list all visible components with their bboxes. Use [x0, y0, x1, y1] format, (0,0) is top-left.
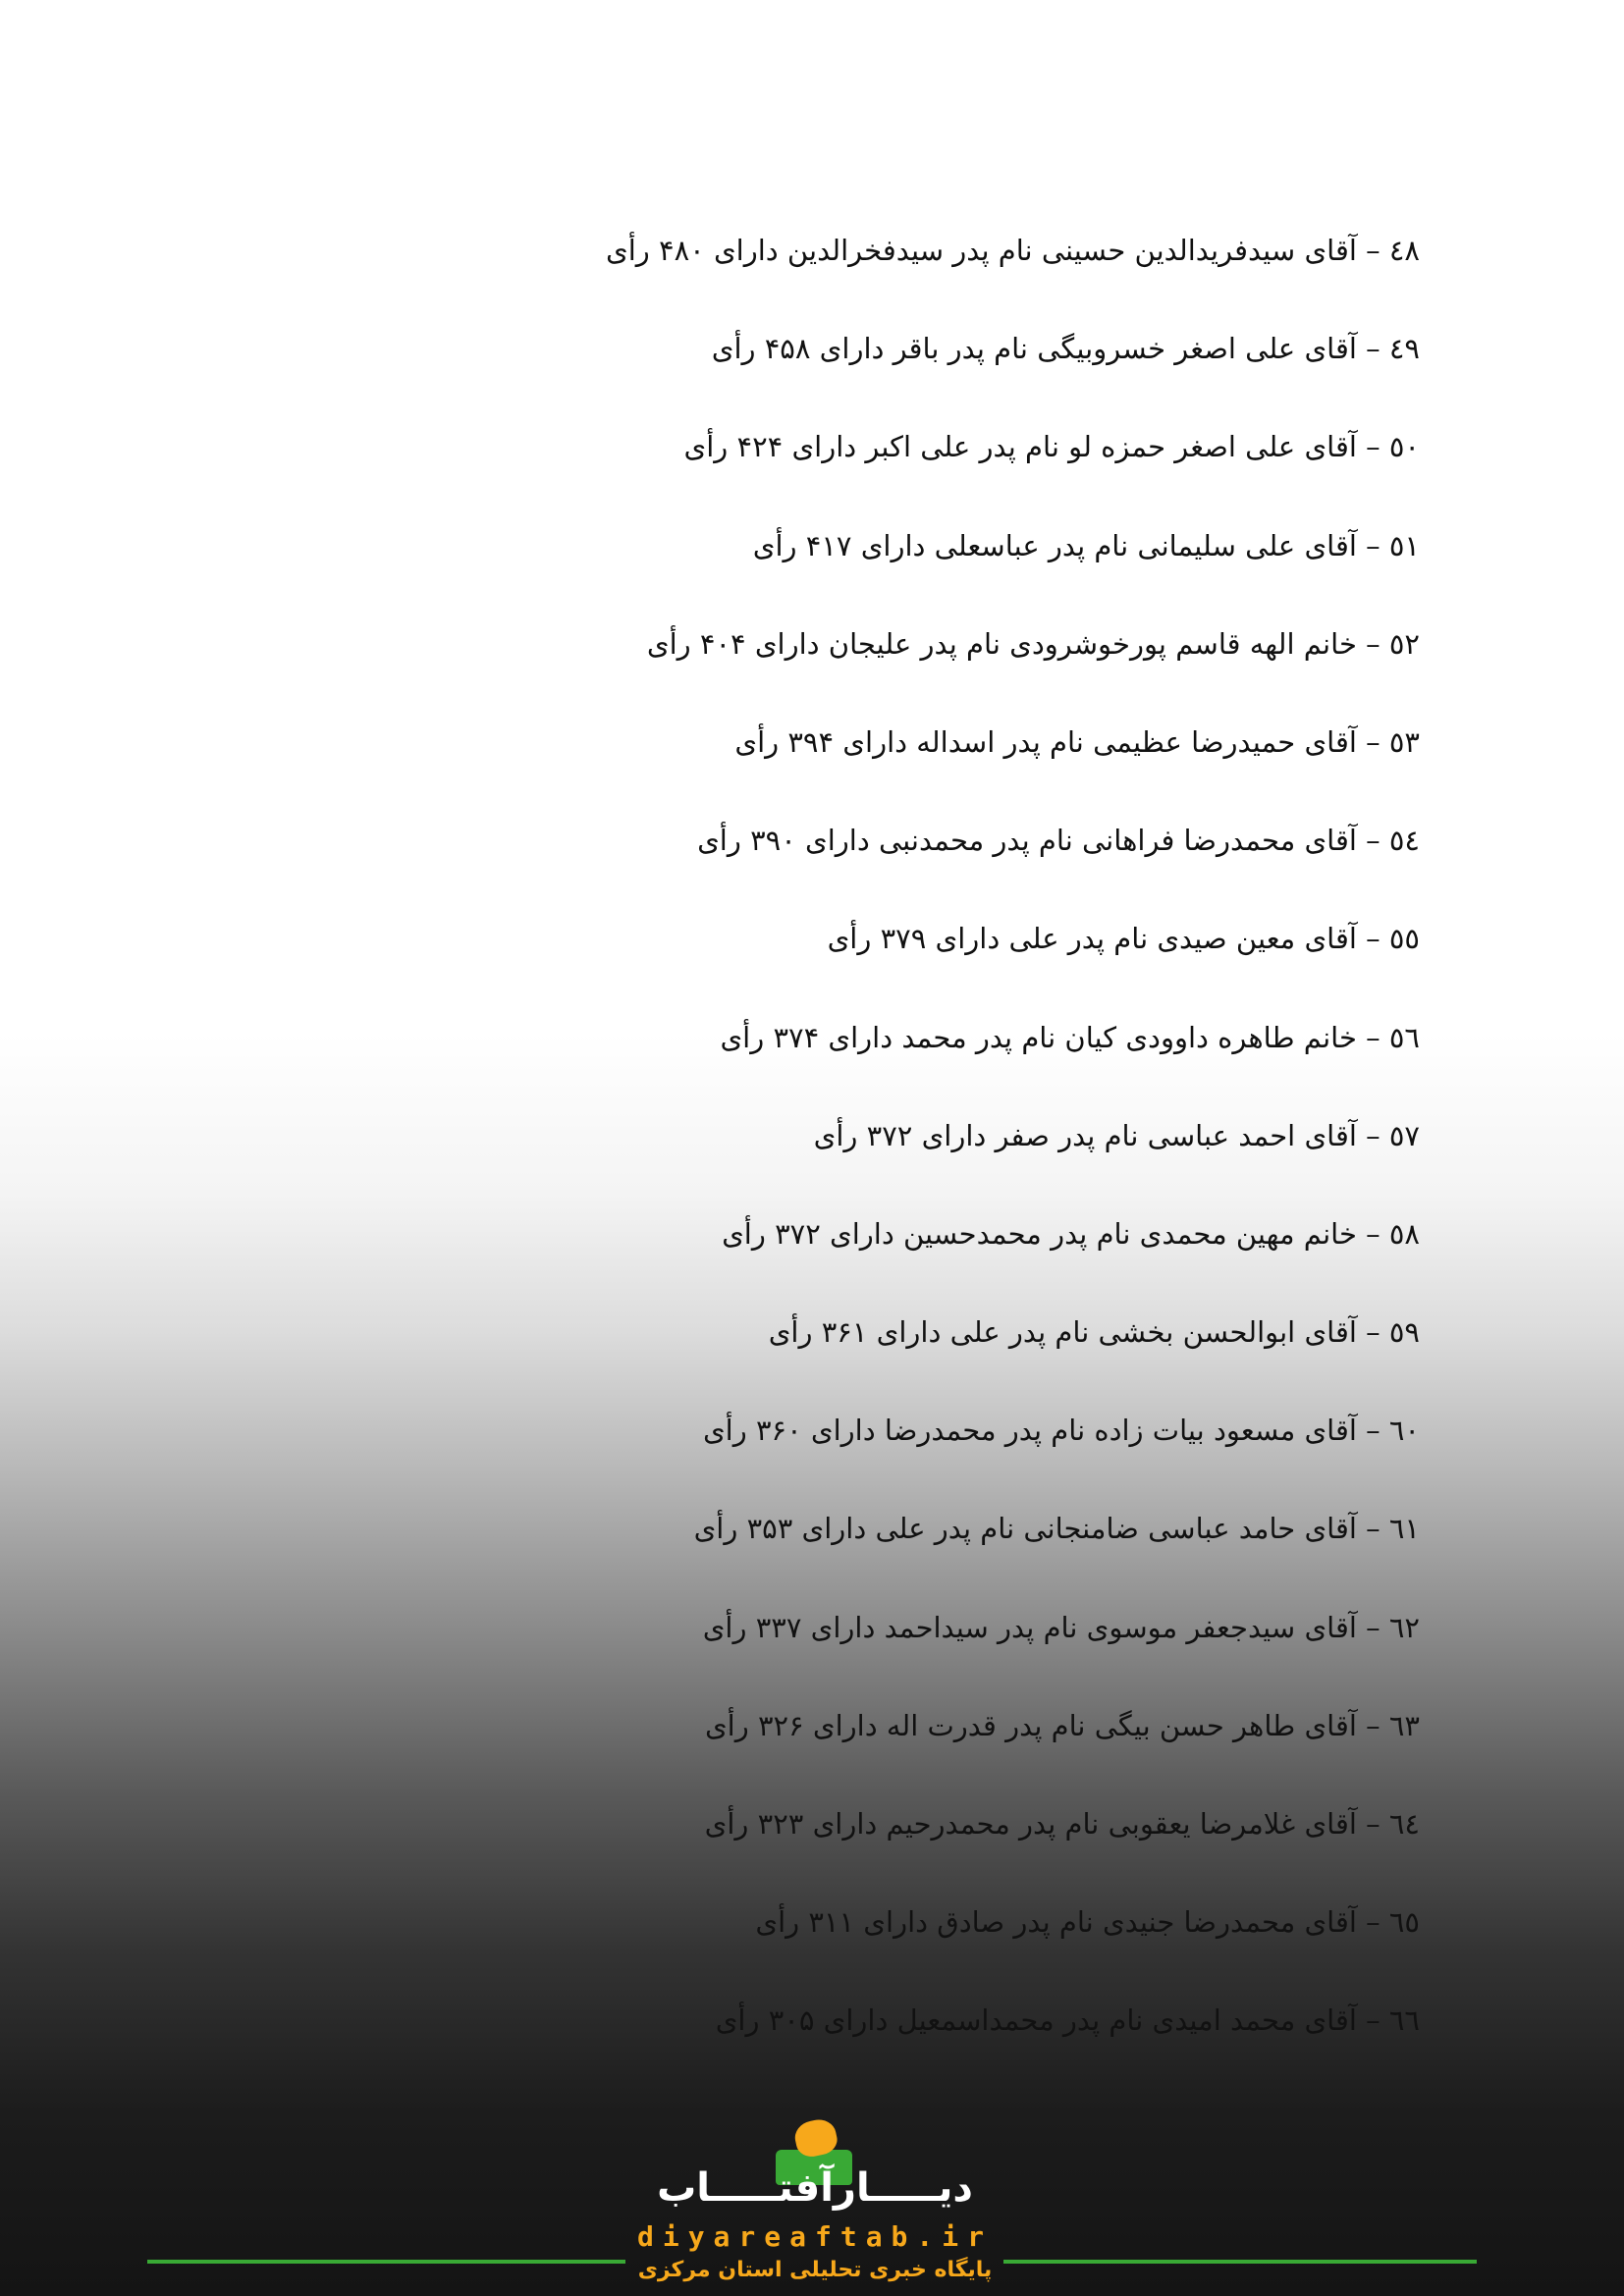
footer-divider-left	[147, 2260, 625, 2264]
result-item: ٦٤ – آقای غلامرضا یعقوبی نام پدر محمدرحیم دارای ۳۲۳ رأی	[704, 1807, 1420, 1841]
site-domain: diyareaftab.ir	[636, 2220, 993, 2253]
result-item: ٥٦ – خانم طاهره داوودی کیان نام پدر محمد دارای ۳۷۴ رأی	[720, 1020, 1420, 1054]
result-item: ٥٧ – آقای احمد عباسی نام پدر صفر دارای ۳۷۲ رأی	[813, 1118, 1420, 1152]
result-item: ٥٩ – آقای ابوالحسن بخشی نام پدر علی دارای ۳۶۱ رأی	[768, 1315, 1420, 1350]
result-item: ٥٤ – آقای محمدرضا فراهانی نام پدر محمدنبی دارای ۳۹۰ رأی	[697, 824, 1420, 858]
result-item: ٤٩ – آقای علی اصغر خسروبیگی نام پدر باقر دارای ۴۵۸ رأی	[711, 332, 1420, 366]
footer-divider-right	[1003, 2260, 1477, 2264]
result-item: ٦١ – آقای حامد عباسی ضامنجانی نام پدر علی دارای ۳۵۳ رأی	[693, 1512, 1420, 1546]
results-list	[340, 226, 1420, 2095]
result-item: ٥٣ – آقای حمیدرضا عظیمی نام پدر اسداله دارای ۳۹۴ رأی	[734, 724, 1420, 759]
result-item: ٦٣ – آقای طاهر حسن بیگی نام پدر قدرت اله دارای ۳۲۶ رأی	[704, 1708, 1420, 1742]
site-tagline: پایگاه خبری تحلیلی استان مرکزی	[637, 2258, 993, 2282]
logo-wordmark: دیـــــارآفتـــــاب	[657, 2165, 973, 2211]
result-item: ٥٠ – آقای علی اصغر حمزه لو نام پدر علی اکبر دارای ۴۲۴ رأی	[683, 430, 1420, 464]
site-logo[interactable]	[609, 2110, 1021, 2296]
result-item: ٦٢ – آقای سیدجعفر موسوی نام پدر سیداحمد دارای ۳۳۷ رأی	[702, 1610, 1420, 1644]
result-item: ٥٢ – خانم الهه قاسم پورخوشرودی نام پدر علیجان دارای ۴۰۴ رأی	[646, 626, 1420, 661]
result-item: ٦٦ – آقای محمد امیدی نام پدر محمداسمعیل دارای ۳۰۵ رأی	[715, 2003, 1420, 2038]
result-item: ٦٥ – آقای محمدرضا جنیدی نام پدر صادق دارای ۳۱۱ رأی	[755, 1905, 1420, 1940]
footer	[0, 2110, 1624, 2296]
result-item: ٥١ – آقای علی سلیمانی نام پدر عباسعلی دارای ۴۱۷ رأی	[752, 528, 1420, 562]
result-item: ٥٨ – خانم مهین محمدی نام پدر محمدحسین دارای ۳۷۲ رأی	[722, 1216, 1420, 1251]
result-item: ٦٠ – آقای مسعود بیات زاده نام پدر محمدرضا دارای ۳۶۰ رأی	[702, 1414, 1420, 1448]
result-item: ٤٨ – آقای سیدفریدالدین حسینی نام پدر سیدفخرالدین دارای ۴۸۰ رأی	[606, 234, 1420, 267]
result-item: ٥٥ – آقای معین صیدی نام پدر علی دارای ۳۷۹ رأی	[827, 922, 1420, 956]
